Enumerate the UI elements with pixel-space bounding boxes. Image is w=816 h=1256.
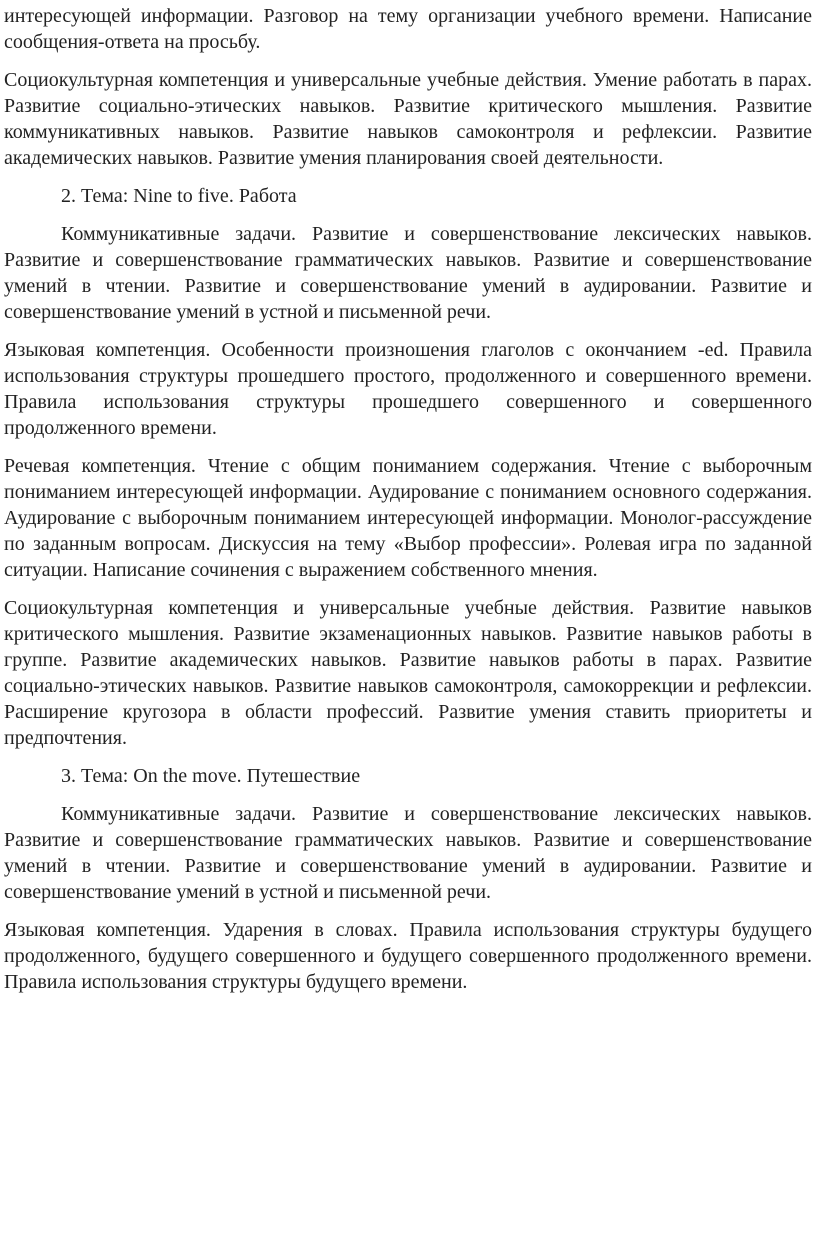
paragraph-communicative-tasks-3: Коммуникативные задачи. Развитие и совершенствование лексических навыков. Развитие и совершенствование грамматических навыков. Развитие и совершенствование умений в чтении. Развитие и совершенствование умений в аудировании. Развитие и совершенствование умений в устной и письменной речи. xyxy=(4,803,812,903)
paragraph-speech-competence-2: Речевая компетенция. Чтение с общим пониманием содержания. Чтение с выборочным пониманием интересующей информации. Аудирование с пониманием основного содержания. Аудирование с выборочным пониманием интересующей информации. Монолог-рассуждение по заданным вопросам. Дискуссия на тему «Выбор профессии». Ролевая игра по заданной ситуации. Написание сочинения с выражением собственного мнения. xyxy=(4,455,812,581)
paragraph-language-competence-2: Языковая компетенция. Особенности произношения глаголов с окончанием -ed. Правила использования структуры прошедшего простого, продолженного и совершенного времени. Правила использования структуры прошедшего совершенного и совершенного продолженного времени. xyxy=(4,339,812,439)
paragraph-sociocultural-1: Социокультурная компетенция и универсальные учебные действия. Умение работать в парах. Развитие социально-этических навыков. Развитие критического мышления. Развитие коммуникативных навыков. Развитие навыков самоконтроля и рефлексии. Развитие академических навыков. Развитие умения планирования своей деятельности. xyxy=(4,69,812,169)
paragraph-continuation: интересующей информации. Разговор на тему организации учебного времени. Написание сообщения-ответа на просьбу. xyxy=(4,5,812,53)
paragraph-communicative-tasks-2: Коммуникативные задачи. Развитие и совершенствование лексических навыков. Развитие и совершенствование грамматических навыков. Развитие и совершенствование умений в чтении. Развитие и совершенствование умений в аудировании. Развитие и совершенствование умений в устной и письменной речи. xyxy=(4,223,812,323)
paragraph-language-competence-3: Языковая компетенция. Ударения в словах. Правила использования структуры будущего продолженного, будущего совершенного и будущего совершенного продолженного времени. Правила использования структуры будущего времени. xyxy=(4,919,812,993)
paragraph-sociocultural-2: Социокультурная компетенция и универсальные учебные действия. Развитие навыков критического мышления. Развитие экзаменационных навыков. Развитие навыков работы в группе. Развитие академических навыков. Развитие навыков работы в парах. Развитие социально-этических навыков. Развитие навыков самоконтроля, самокоррекции и рефлексии. Расширение кругозора в области профессий. Развитие умения ставить приоритеты и предпочтения. xyxy=(4,597,812,749)
section-heading-topic-2: 2. Тема: Nine to five. Работа xyxy=(61,185,297,207)
section-heading-topic-3: 3. Тема: On the move. Путешествие xyxy=(61,765,361,787)
